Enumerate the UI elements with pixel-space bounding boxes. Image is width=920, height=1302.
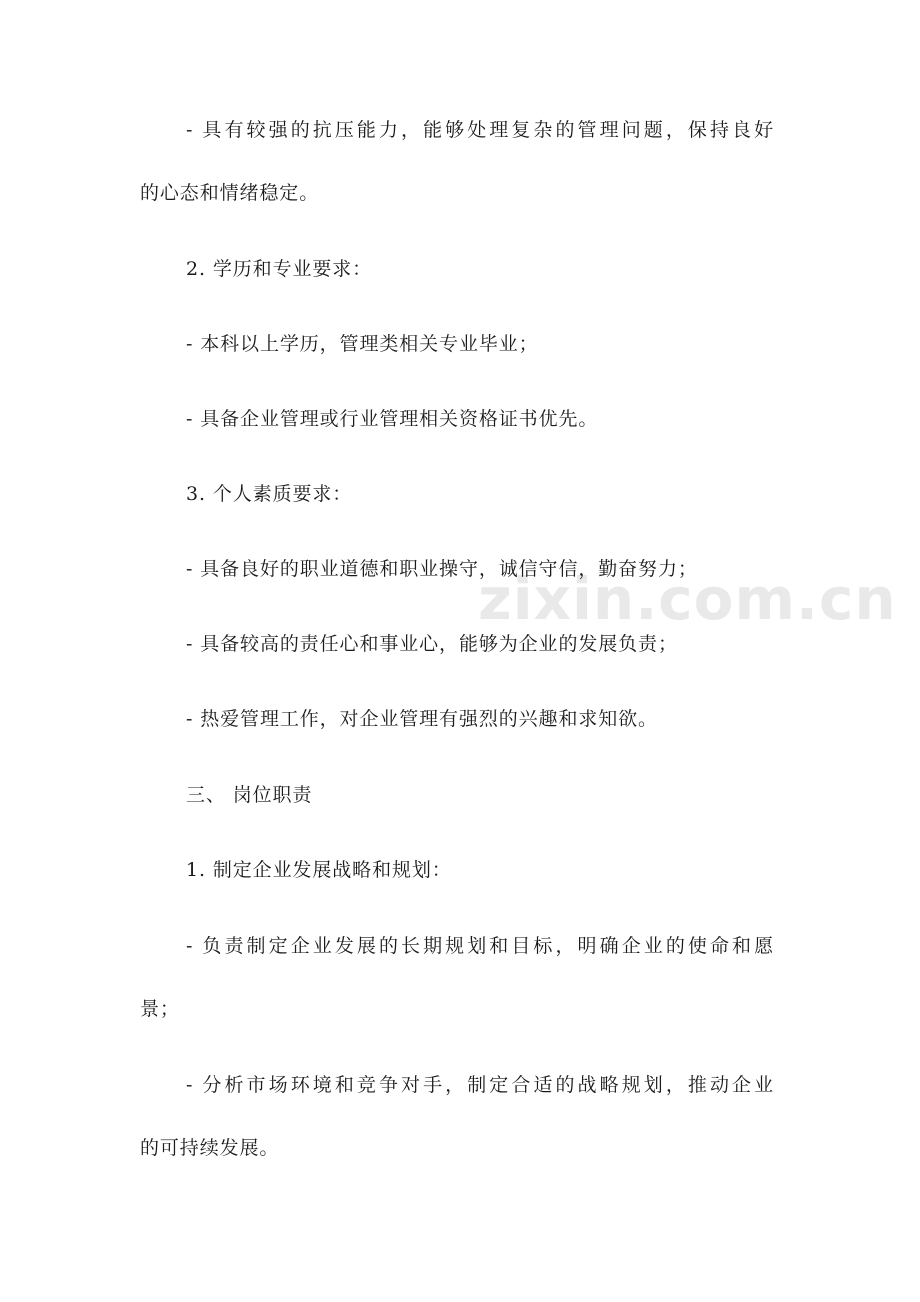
paragraph-line: 的心态和情绪稳定。 xyxy=(140,182,320,204)
subsection-heading: 2. 学历和专业要求： xyxy=(186,258,373,280)
paragraph-line: 景； xyxy=(140,998,180,1020)
list-item: - 具备良好的职业道德和职业操守，诚信守信，勤奋努力； xyxy=(186,558,698,580)
list-item: - 具备较高的责任心和事业心，能够为企业的发展负责； xyxy=(186,633,678,655)
paragraph-line: - 分析市场环境和竞争对手，制定合适的战略规划，推动企业 xyxy=(186,1074,774,1096)
list-item: - 本科以上学历，管理类相关专业毕业； xyxy=(186,333,539,355)
watermark: zixin.com.cn xyxy=(478,565,897,633)
subsection-heading: 3. 个人素质要求： xyxy=(186,483,353,505)
paragraph-line: - 具有较强的抗压能力，能够处理复杂的管理问题，保持良好 xyxy=(186,119,774,141)
paragraph-line: - 负责制定企业发展的长期规划和目标，明确企业的使命和愿 xyxy=(186,935,774,957)
section-heading: 三、 岗位职责 xyxy=(186,784,313,806)
subsection-heading: 1. 制定企业发展战略和规划： xyxy=(186,859,452,881)
list-item: - 具备企业管理或行业管理相关资格证书优先。 xyxy=(186,408,599,430)
list-item: - 热爱管理工作，对企业管理有强烈的兴趣和求知欲。 xyxy=(186,708,658,730)
paragraph-line: 的可持续发展。 xyxy=(140,1137,280,1159)
